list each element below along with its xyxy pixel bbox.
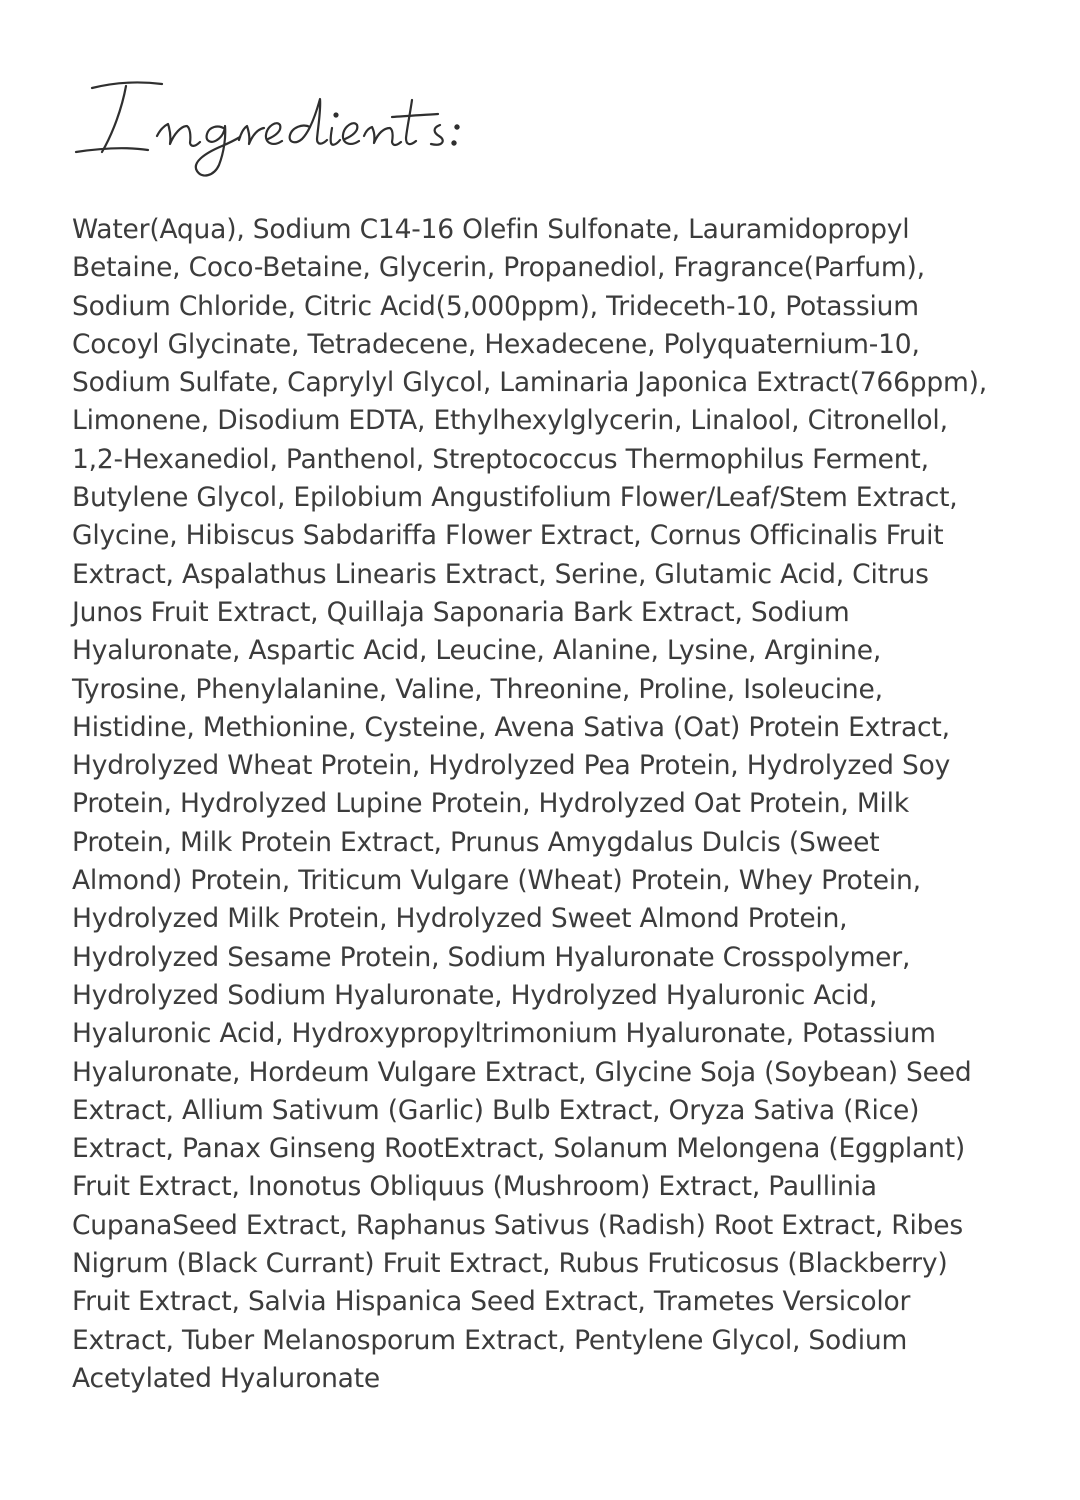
ingredient-line: Limonene, Disodium EDTA, Ethylhexylglycerin, Linalool, Citronellol, bbox=[72, 405, 948, 437]
ingredient-line: Protein, Hydrolyzed Lupine Protein, Hydrolyzed Oat Protein, Milk bbox=[72, 788, 909, 820]
ingredient-line: Betaine, Coco-Betaine, Glycerin, Propanediol, Fragrance(Parfum), bbox=[72, 252, 925, 284]
ingredient-line: Junos Fruit Extract, Quillaja Saponaria Bark Extract, Sodium bbox=[72, 596, 850, 628]
ingredient-line: Hyaluronic Acid, Hydroxypropyltrimonium Hyaluronate, Potassium bbox=[72, 1018, 936, 1050]
ingredient-line: Tyrosine, Phenylalanine, Valine, Threonine, Proline, Isoleucine, bbox=[72, 673, 883, 705]
ingredient-line: Sodium Sulfate, Caprylyl Glycol, Laminaria Japonica Extract(766ppm), bbox=[72, 367, 987, 399]
ingredient-line: Glycine, Hibiscus Sabdariffa Flower Extract, Cornus Officinalis Fruit bbox=[72, 520, 944, 552]
ingredient-line: Extract, Aspalathus Linearis Extract, Serine, Glutamic Acid, Citrus bbox=[72, 558, 929, 590]
ingredient-line: Water(Aqua), Sodium C14-16 Olefin Sulfonate, Lauramidopropyl bbox=[72, 214, 910, 245]
ingredient-line: Cocoyl Glycinate, Tetradecene, Hexadecene, Polyquaternium-10, bbox=[72, 328, 920, 360]
ingredient-line: CupanaSeed Extract, Raphanus Sativus (Radish) Root Extract, Ribes bbox=[72, 1209, 963, 1241]
ingredient-line: Extract, Panax Ginseng RootExtract, Solanum Melongena (Eggplant) bbox=[72, 1133, 966, 1165]
ingredient-line: Extract, Tuber Melanosporum Extract, Pentylene Glycol, Sodium bbox=[72, 1324, 908, 1356]
ingredient-line: Almond) Protein, Triticum Vulgare (Wheat) Protein, Whey Protein, bbox=[72, 865, 921, 897]
ingredient-line: Fruit Extract, Inonotus Obliquus (Mushroom) Extract, Paullinia bbox=[72, 1171, 877, 1203]
ingredient-line: Protein, Milk Protein Extract, Prunus Amygdalus Dulcis (Sweet bbox=[72, 826, 880, 858]
ingredient-line: Hyaluronate, Hordeum Vulgare Extract, Glycine Soja (Soybean) Seed bbox=[72, 1056, 972, 1088]
ingredient-line: Sodium Chloride, Citric Acid(5,000ppm), Trideceth-10, Potassium bbox=[72, 290, 919, 322]
ingredient-line: Fruit Extract, Salvia Hispanica Seed Extract, Trametes Versicolor bbox=[72, 1286, 911, 1318]
ingredient-line: Histidine, Methionine, Cysteine, Avena Sativa (Oat) Protein Extract, bbox=[72, 711, 950, 743]
ingredient-line: Hydrolyzed Wheat Protein, Hydrolyzed Pea Protein, Hydrolyzed Soy bbox=[72, 750, 951, 782]
ingredient-line: Butylene Glycol, Epilobium Angustifolium Flower/Leaf/Stem Extract, bbox=[72, 482, 958, 514]
handwritten-title-lettering bbox=[74, 70, 494, 190]
ingredient-line: Acetylated Hyaluronate bbox=[72, 1362, 381, 1394]
ingredient-line: Hyaluronate, Aspartic Acid, Leucine, Alanine, Lysine, Arginine, bbox=[72, 635, 882, 667]
ingredient-line: Nigrum (Black Currant) Fruit Extract, Rubus Fruticosus (Blackberry) bbox=[72, 1248, 948, 1280]
ingredient-line: Hydrolyzed Sodium Hyaluronate, Hydrolyzed Hyaluronic Acid, bbox=[72, 979, 878, 1011]
ingredient-list bbox=[72, 211, 1032, 1398]
ingredients-title bbox=[74, 70, 494, 190]
ingredient-line: 1,2-Hexanediol, Panthenol, Streptococcus Thermophilus Ferment, bbox=[72, 443, 929, 475]
ingredient-line: Hydrolyzed Milk Protein, Hydrolyzed Sweet Almond Protein, bbox=[72, 903, 848, 935]
ingredient-line: Hydrolyzed Sesame Protein, Sodium Hyaluronate Crosspolymer, bbox=[72, 941, 911, 973]
ingredient-line: Extract, Allium Sativum (Garlic) Bulb Extract, Oryza Sativa (Rice) bbox=[72, 1094, 920, 1126]
